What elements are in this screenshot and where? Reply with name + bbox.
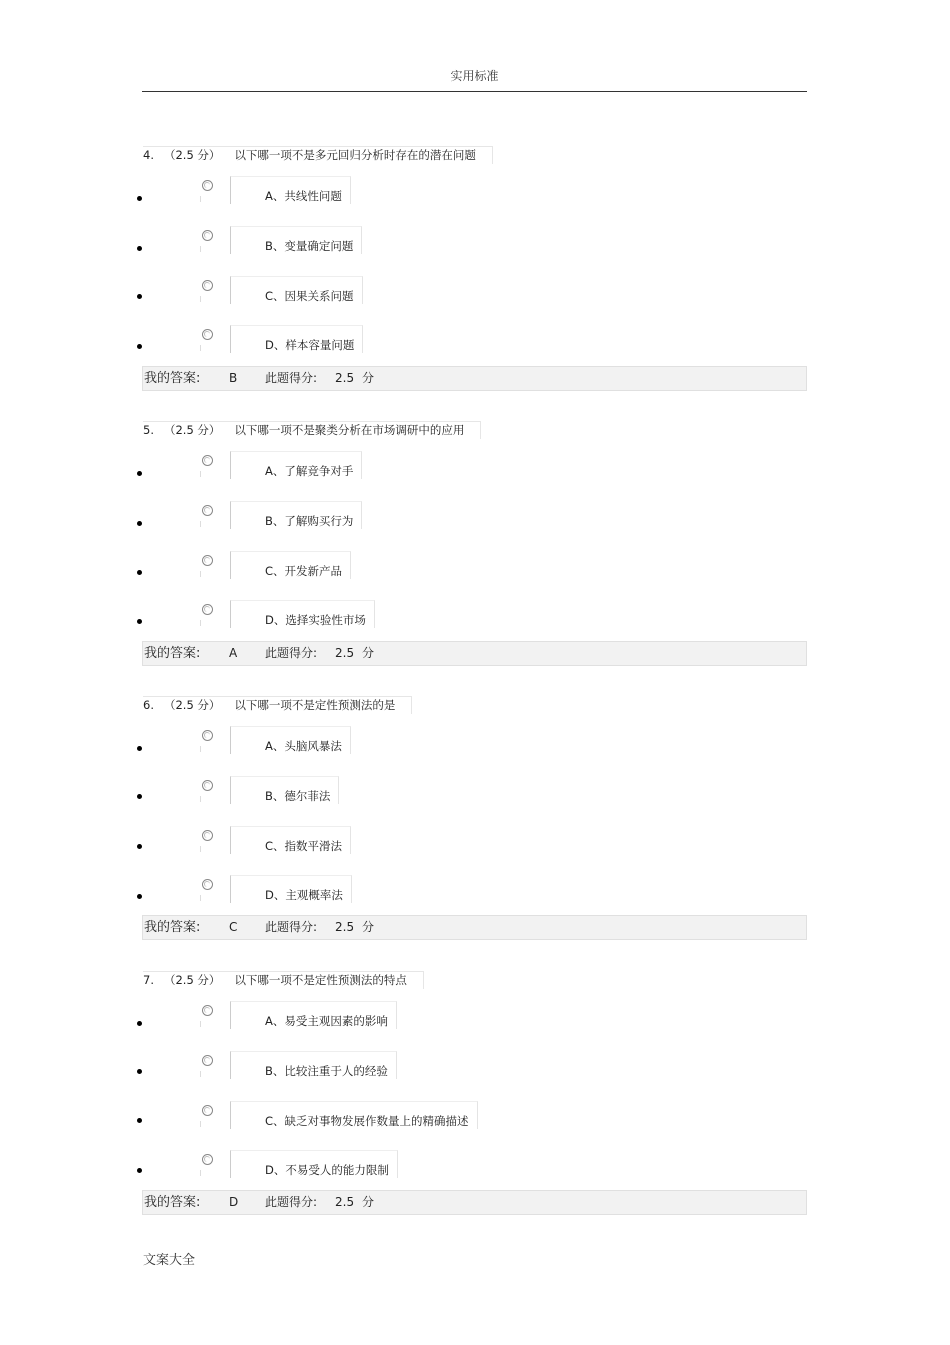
bullet [137,521,142,526]
option-label[interactable]: D、选择实验性市场 [230,600,375,628]
bullet [137,196,142,201]
question-title [143,421,481,439]
answer-bar [142,915,807,940]
radio-button-a[interactable] [202,180,213,191]
option-b [0,501,950,551]
question-points: （2.5 分） [163,698,221,712]
bullet [137,619,142,624]
bullet [137,471,142,476]
bullet [137,1069,142,1074]
radio-button-c[interactable] [202,1105,213,1116]
question-7 [0,971,950,1241]
option-c [0,551,950,601]
option-a [0,451,950,501]
bullet [137,1021,142,1026]
bullet [137,894,142,899]
score-label: 此题得分: [265,646,318,660]
score-value: 2.5 [335,1195,355,1209]
option-c [0,826,950,876]
option-label[interactable]: C、开发新产品 [230,551,351,579]
option-c [0,1101,950,1151]
my-answer-value: D [229,1195,239,1209]
bullet [137,294,142,299]
option-b [0,776,950,826]
option-label[interactable]: B、德尔菲法 [230,776,339,804]
bullet [137,344,142,349]
option-label[interactable]: A、头脑风暴法 [230,726,351,754]
option-c [0,276,950,326]
page-header: 实用标准 [142,68,807,92]
score-label: 此题得分: [265,1195,318,1209]
my-answer-label: 我的答案: [144,920,201,935]
question-number: 6. [143,698,154,712]
my-answer-value: B [229,371,238,385]
radio-button-a[interactable] [202,455,213,466]
radio-button-c[interactable] [202,555,213,566]
question-title [143,971,424,989]
question-number: 4. [143,148,154,162]
bullet [137,794,142,799]
score-unit: 分 [362,646,375,660]
question-number: 5. [143,423,154,437]
option-label[interactable]: B、变量确定问题 [230,226,362,254]
bullet [137,844,142,849]
my-answer-label: 我的答案: [144,1195,201,1210]
radio-button-d[interactable] [202,879,213,890]
option-label[interactable]: D、样本容量问题 [230,325,363,353]
bullet [137,570,142,575]
question-title [143,696,412,714]
question-number: 7. [143,973,154,987]
question-5 [0,421,950,691]
radio-button-a[interactable] [202,730,213,741]
radio-button-b[interactable] [202,1055,213,1066]
option-label[interactable]: C、缺乏对事物发展作数量上的精确描述 [230,1101,478,1129]
option-a [0,726,950,776]
score-label: 此题得分: [265,371,318,385]
question-points: （2.5 分） [163,973,221,987]
score-value: 2.5 [335,646,355,660]
my-answer-value: A [229,646,238,660]
question-text: 以下哪一项不是多元回归分析时存在的潜在问题 [234,148,476,162]
question-points: （2.5 分） [163,148,221,162]
question-text: 以下哪一项不是聚类分析在市场调研中的应用 [234,423,465,437]
bullet [137,1118,142,1123]
option-label[interactable]: A、共线性问题 [230,176,351,204]
radio-button-b[interactable] [202,505,213,516]
option-label[interactable]: D、不易受人的能力限制 [230,1150,398,1178]
option-a [0,1001,950,1051]
option-label[interactable]: D、主观概率法 [230,875,352,903]
option-label[interactable]: C、因果关系问题 [230,276,363,304]
score-value: 2.5 [335,371,355,385]
option-b [0,1051,950,1101]
option-b [0,226,950,276]
score-unit: 分 [362,920,375,934]
answer-bar [142,641,807,666]
question-points: （2.5 分） [163,423,221,437]
score-unit: 分 [362,1195,375,1209]
question-text: 以下哪一项不是定性预测法的特点 [234,973,407,987]
option-label[interactable]: C、指数平滑法 [230,826,351,854]
question-text: 以下哪一项不是定性预测法的是 [234,698,396,712]
answer-bar [142,366,807,391]
question-6 [0,696,950,966]
question-title [143,146,493,164]
my-answer-label: 我的答案: [144,371,201,386]
radio-button-d[interactable] [202,329,213,340]
radio-button-c[interactable] [202,830,213,841]
option-label[interactable]: A、了解竞争对手 [230,451,362,479]
bullet [137,746,142,751]
page-footer: 文案大全 [143,1253,196,1268]
question-4 [0,146,950,416]
option-label[interactable]: B、比较注重于人的经验 [230,1051,397,1079]
radio-button-b[interactable] [202,780,213,791]
my-answer-label: 我的答案: [144,646,201,661]
radio-button-c[interactable] [202,280,213,291]
score-label: 此题得分: [265,920,318,934]
score-unit: 分 [362,371,375,385]
option-label[interactable]: A、易受主观因素的影响 [230,1001,397,1029]
option-label[interactable]: B、了解购买行为 [230,501,362,529]
radio-button-b[interactable] [202,230,213,241]
bullet [137,1168,142,1173]
radio-button-a[interactable] [202,1005,213,1016]
bullet [137,246,142,251]
my-answer-value: C [229,920,238,934]
option-a [0,176,950,226]
score-value: 2.5 [335,920,355,934]
radio-button-d[interactable] [202,1154,213,1165]
answer-bar [142,1190,807,1215]
radio-button-d[interactable] [202,604,213,615]
